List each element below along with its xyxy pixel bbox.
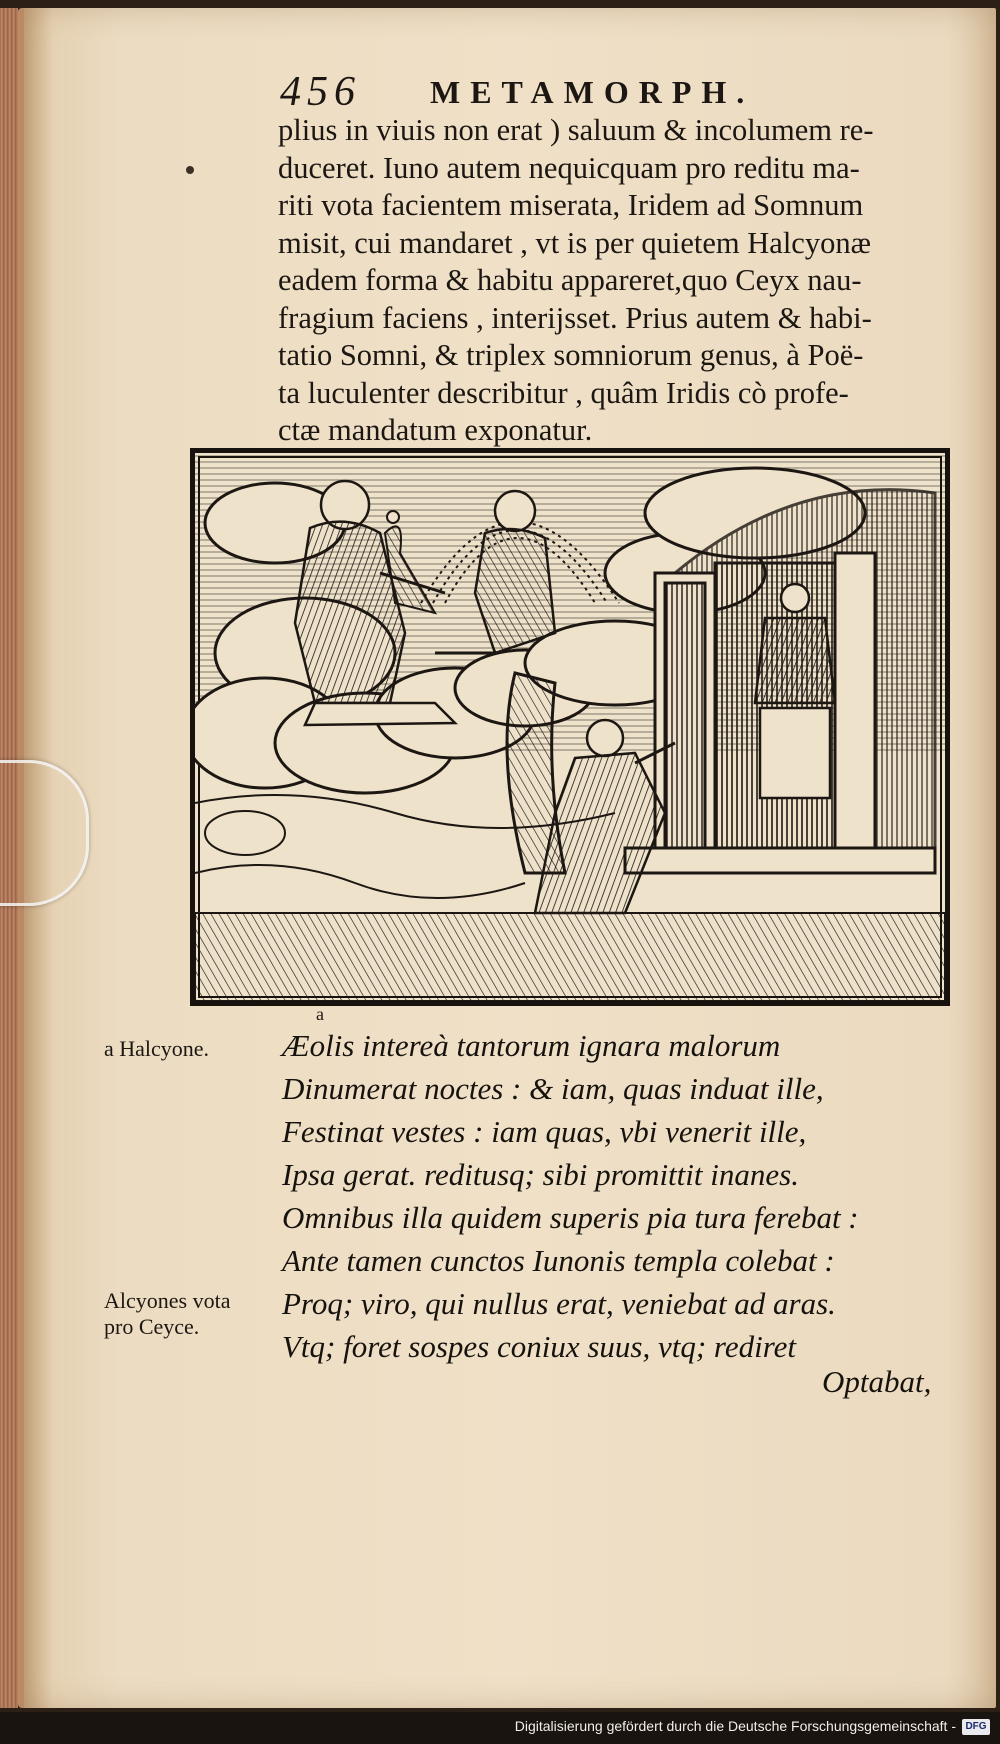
verse-line: Proq; viro, qui nullus erat, veniebat ad aras.: [282, 1286, 836, 1321]
verse-line: Omnibus illa quidem superis pia tura ferebat :: [282, 1200, 859, 1235]
verse-line: Ipsa gerat. reditusq; sibi promittit inanes.: [282, 1157, 799, 1192]
woodcut-illustration: [190, 448, 950, 1006]
ink-spot: [186, 166, 194, 174]
verse-line: Dinumerat noctes : & iam, quas induat ille,: [282, 1071, 824, 1106]
prose-line: tatio Somni, & triplex somniorum genus, à Poë-: [278, 338, 864, 372]
marginal-note-vota: [104, 1288, 230, 1340]
verse-line: Vtq; foret sospes coniux suus, vtq; rediret: [282, 1329, 796, 1364]
digitization-footer: [0, 1712, 1000, 1744]
prose-paragraph: [278, 112, 946, 450]
prose-line: ta luculenter describitur , quâm Iridis cò profe-: [278, 375, 849, 410]
verse-line: Ante tamen cunctos Iunonis templa colebat :: [282, 1243, 835, 1278]
marginal-note-line: pro Ceyce.: [104, 1314, 200, 1339]
prose-line: riti vota facientem miserata, Iridem ad Somnum: [278, 188, 864, 222]
verse-block: [282, 1024, 962, 1368]
prose-line: duceret. Iuno autem nequicquam pro reditu ma-: [278, 150, 860, 185]
catchword: Optabat,: [822, 1364, 932, 1399]
prose-line: plius in viuis non erat ) saluum & incolumem re-: [278, 113, 874, 147]
dfg-credit: Digitalisierung gefördert durch die Deutsche Forschungsgemeinschaft -: [514, 1718, 956, 1734]
dfg-logo-icon: DFG: [962, 1719, 990, 1735]
verse-note-marker: a: [316, 1004, 324, 1024]
marginal-note-halcyone: a Halcyone.: [104, 1036, 210, 1061]
prose-line: fragium faciens , interijsset. Prius autem & habi-: [278, 300, 872, 335]
woodcut-scene-icon: [195, 453, 945, 1001]
verse-line: Festinat vestes : iam quas, vbi venerit ille,: [282, 1114, 807, 1149]
prose-line: eadem forma & habitu appareret,quo Ceyx nau-: [278, 263, 862, 297]
prose-line: ctæ mandatum exponatur.: [278, 413, 593, 447]
marginal-note-line: Alcyones vota: [104, 1288, 231, 1313]
verse-line: Æolis intereà tantorum ignara malorum: [282, 1028, 781, 1063]
prose-line: misit, cui mandaret , vt is per quietem Halcyonæ: [278, 225, 871, 260]
running-head: METAMORPH.: [430, 74, 755, 110]
page-number: 456: [280, 69, 361, 115]
